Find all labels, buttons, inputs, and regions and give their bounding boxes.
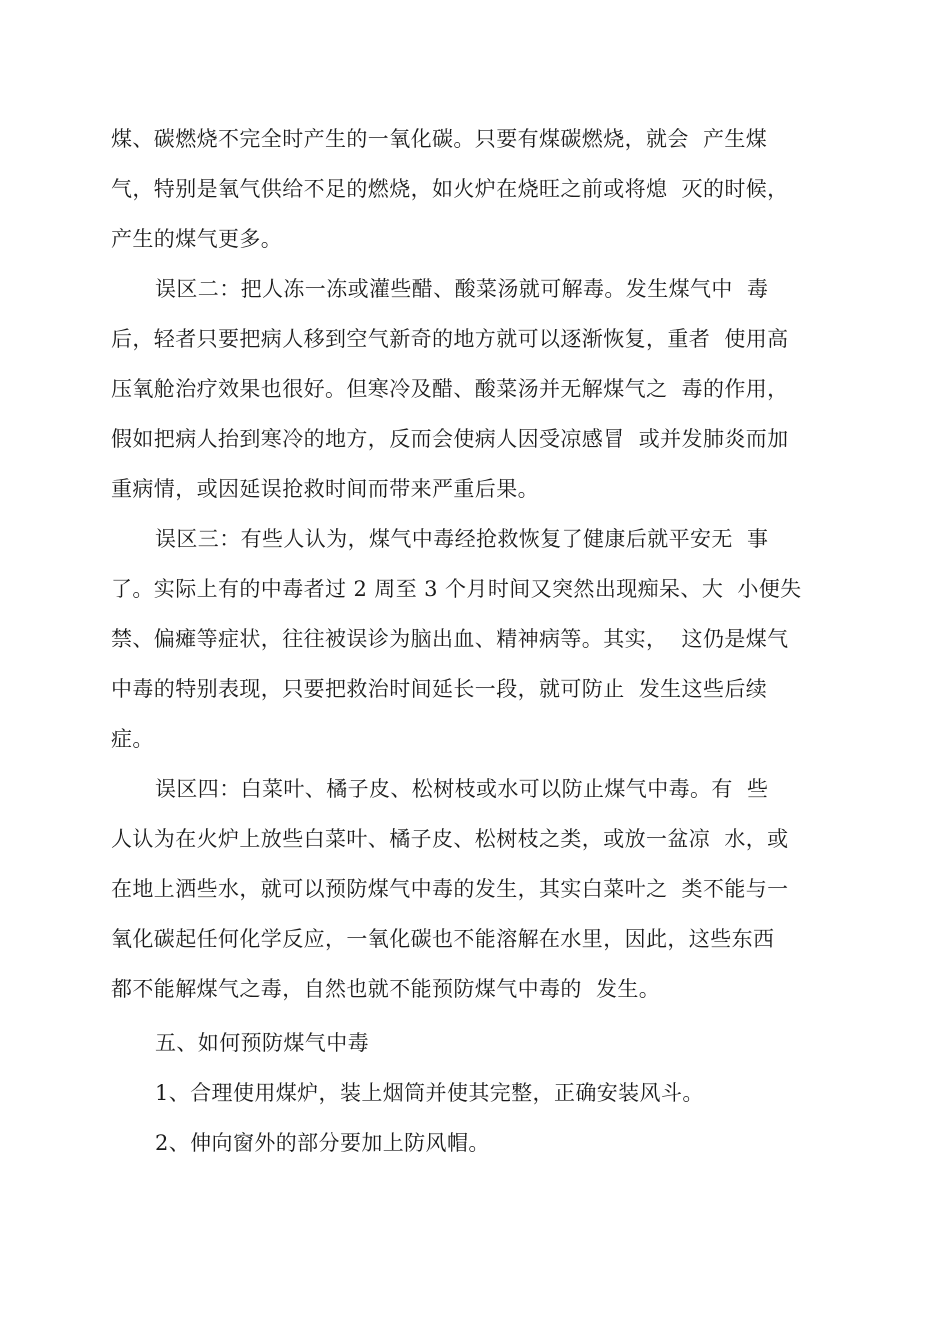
paragraph-4-line-5: 都不能解煤气之毒，自然也就不能预防煤气中毒的 发生。 bbox=[111, 977, 661, 1001]
list-item-1: 1、合理使用煤炉，装上烟筒并使其完整，正确安装风斗。 bbox=[155, 1081, 704, 1105]
paragraph-3-line-4: 中毒的特别表现，只要把救治时间延长一段，就可防止 发生这些后续 bbox=[111, 677, 768, 701]
paragraph-4-line-4: 氧化碳起任何化学反应，一氧化碳也不能溶解在水里，因此，这些东西 bbox=[111, 927, 775, 951]
paragraph-2-line-1: 误区二：把人冻一冻或灌些醋、酸菜汤就可解毒。发生煤气中 毒 bbox=[155, 277, 769, 301]
paragraph-4-line-3: 在地上洒些水，就可以预防煤气中毒的发生，其实白菜叶之 类不能与一 bbox=[111, 877, 789, 901]
paragraph-3-line-1: 误区三：有些人认为，煤气中毒经抢救恢复了健康后就平安无 事 bbox=[155, 527, 769, 551]
paragraph-3-line-2: 了。实际上有的中毒者过 2 周至 3 个月时间又突然出现痴呆、大 小便失 bbox=[111, 577, 802, 601]
paragraph-4-line-1: 误区四：白菜叶、橘子皮、松树枝或水可以防止煤气中毒。有 些 bbox=[155, 777, 769, 801]
paragraph-2-line-2: 后，轻者只要把病人移到空气新奇的地方就可以逐渐恢复，重者 使用高 bbox=[111, 327, 789, 351]
paragraph-1-line-2: 气，特别是氧气供给不足的燃烧，如火炉在烧旺之前或将熄 灭的时候， bbox=[111, 177, 789, 201]
paragraph-1-line-3: 产生的煤气更多。 bbox=[111, 227, 283, 251]
paragraph-1-line-1: 煤、碳燃烧不完全时产生的一氧化碳。只要有煤碳燃烧，就会 产生煤 bbox=[111, 127, 768, 151]
paragraph-3-line-3: 禁、偏瘫等症状，往往被误诊为脑出血、精神病等。其实， 这仍是煤气 bbox=[111, 627, 789, 651]
paragraph-2-line-3: 压氧舱治疗效果也很好。但寒冷及醋、酸菜汤并无解煤气之 毒的作用， bbox=[111, 377, 789, 401]
paragraph-2-line-4: 假如把病人抬到寒冷的地方，反而会使病人因受凉感冒 或并发肺炎而加 bbox=[111, 427, 789, 451]
paragraph-2-line-5: 重病情，或因延误抢救时间而带来严重后果。 bbox=[111, 477, 539, 501]
paragraph-4-line-2: 人认为在火炉上放些白菜叶、橘子皮、松树枝之类，或放一盆凉 水，或 bbox=[111, 827, 789, 851]
section-heading: 五、如何预防煤气中毒 bbox=[155, 1031, 369, 1055]
paragraph-3-line-5: 症。 bbox=[111, 727, 154, 751]
list-item-2: 2、伸向窗外的部分要加上防风帽。 bbox=[155, 1131, 490, 1155]
